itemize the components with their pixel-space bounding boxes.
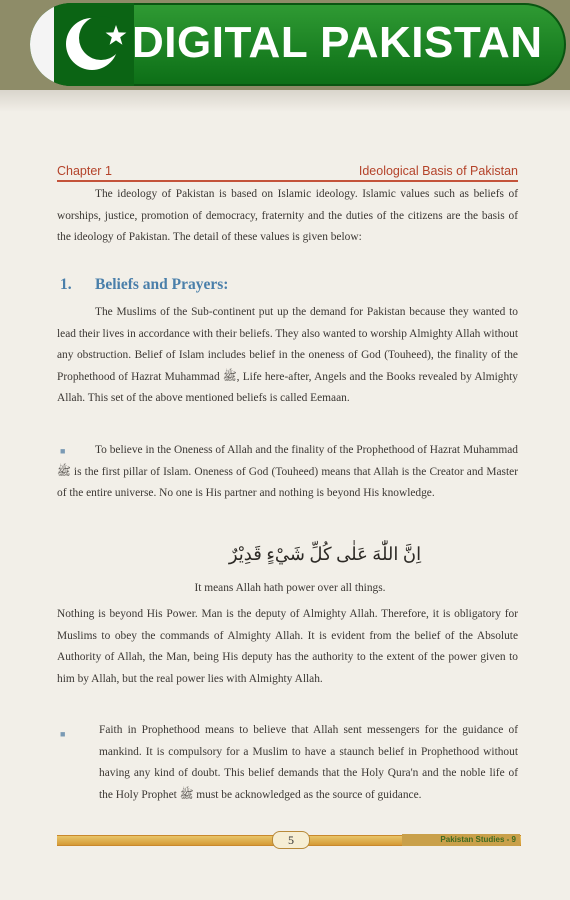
book-label: Pakistan Studies - 9 [402,834,520,846]
pakistan-flag-icon [30,3,134,86]
chapter-title: Ideological Basis of Pakistan [358,164,518,178]
page-top-shadow [0,90,570,112]
prophethood-paragraph: Faith in Prophethood means to believe that Allah sent messengers for the guidance of mankind. It is compulsory for a Muslim to have a staunch belief in Prophethood without having any kind of doubt. This belief demands that the Holy Qura'n and the noble life of the Holy Prophet ﷺ must be acknowledged as the source of guidance. [99,724,518,801]
bullet-icon: ■ [60,729,66,739]
chapter-label: Chapter 1 [57,164,112,178]
intro-paragraph: The ideology of Pakistan is based on Islamic ideology. Islamic values such as beliefs of worships, justice, promotion of democracy, fraternity and the duties of the citizens are the basis of the ideology of Pakistan. The detail of these values is given below: [57,188,518,243]
verse-translation: It means Allah hath power over all things. [194,582,386,594]
header-rule [57,180,518,182]
bullet-icon: ■ [60,446,66,456]
arabic-verse: اِنَّ اللّٰهَ عَلٰى كُلِّ شَيْءٍ قَدِيْرٌ [228,544,422,564]
oneness-paragraph: To believe in the Oneness of Allah and the finality of the Prophethood of Hazrat Muhammad ﷺ is the first pillar of Islam. Oneness of God (Touheed) means that Allah is the Creator and Master of the entire universe. No one is His partner and nothing is beyond His knowledge. [57,444,518,499]
section-heading [60,275,228,295]
power-paragraph: Nothing is beyond His Power. Man is the deputy of Almighty Allah. Therefore, it is obligatory for Muslims to obey the commands of Almighty Allah. It is evident from the belief of the Absolute Authority of Allah, the Man, being His deputy has the authority to the extent of the power given to him by Allah, but the real power lies with Almighty Allah. [57,608,518,685]
section-title: Beliefs and Prayers: [95,276,229,293]
banner-title: DIGITAL PAKISTAN [132,18,543,67]
section-number: 1. [60,276,72,293]
beliefs-paragraph: The Muslims of the Sub-continent put up the demand for Pakistan because they wanted to lead their lives in accordance with their beliefs. They also wanted to worship Almighty Allah without any obstruction. Belief of Islam includes belief in the oneness of God (Touheed), the finality of the Prophethood of Hazrat Muhammad ﷺ, Life here-after, Angels and the Books revealed by Almighty Allah. This set of the above mentioned beliefs is called Eemaan. [57,306,519,404]
page-number: 5 [272,831,310,849]
